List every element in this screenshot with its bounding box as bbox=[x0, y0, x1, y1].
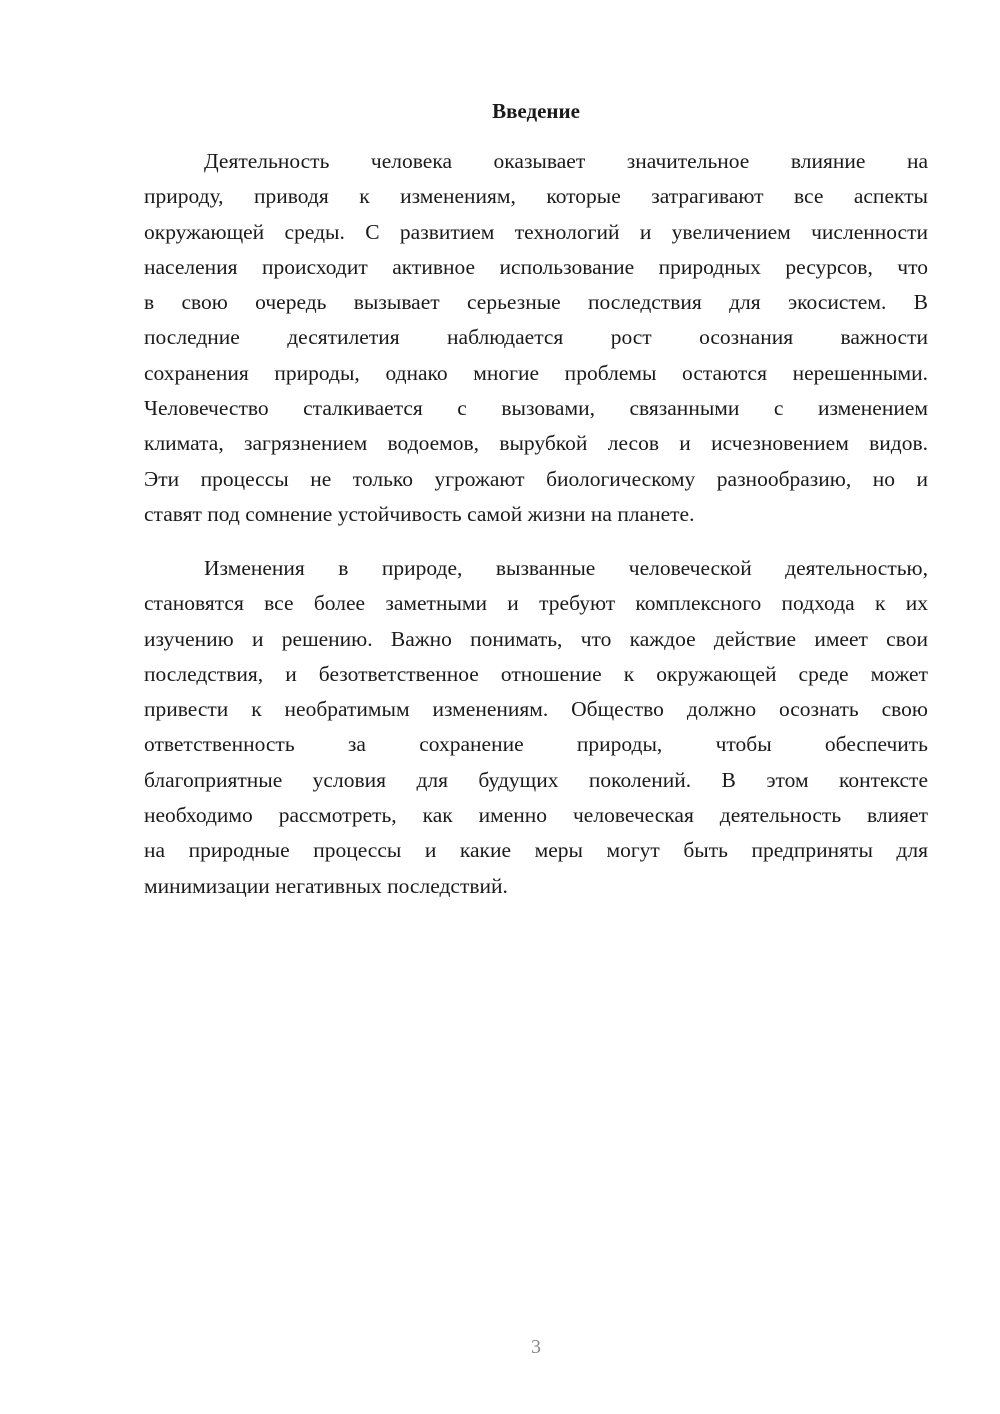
paragraph-line: ставят под сомнение устойчивость самой жизни на планете. bbox=[144, 501, 695, 526]
paragraph-line: Изменения в природе, вызванные человеческой деятельностью, bbox=[204, 556, 928, 580]
paragraph-line: становятся все более заметными и требуют комплексного подхода к их bbox=[144, 591, 928, 616]
paragraph-line: благоприятные условия для будущих поколений. В этом контексте bbox=[144, 767, 928, 792]
paragraph-line: окружающей среды. С развитием технологий и увеличением численности bbox=[144, 219, 928, 244]
paragraph bbox=[144, 551, 928, 904]
paragraph-line: Эти процессы не только угрожают биологическому разнообразию, но и bbox=[144, 466, 928, 491]
paragraph-line: привести к необратимым изменениям. Общество должно осознать свою bbox=[144, 697, 928, 722]
paragraph-line: минимизации негативных последствий. bbox=[144, 873, 508, 898]
paragraph-line: Деятельность человека оказывает значительное влияние на bbox=[204, 149, 928, 173]
paragraph-line: ответственность за сохранение природы, чтобы обеспечить bbox=[144, 732, 928, 757]
paragraph-line: населения происходит активное использование природных ресурсов, что bbox=[144, 254, 928, 279]
paragraph-line: последствия, и безответственное отношение к окружающей среде может bbox=[144, 661, 928, 686]
paragraph-line: на природные процессы и какие меры могут быть предприняты для bbox=[144, 838, 928, 863]
section-heading: Введение bbox=[492, 99, 580, 123]
paragraph-line: необходимо рассмотреть, как именно человеческая деятельность влияет bbox=[144, 803, 928, 828]
paragraph-line: климата, загрязнением водоемов, вырубкой лесов и исчезновением видов. bbox=[144, 431, 928, 456]
paragraph-line: изучению и решению. Важно понимать, что каждое действие имеет свои bbox=[144, 626, 928, 651]
paragraph bbox=[144, 144, 928, 532]
paragraph-line: природу, приводя к изменениям, которые затрагивают все аспекты bbox=[144, 184, 928, 209]
paragraph-line: последние десятилетия наблюдается рост осознания важности bbox=[144, 325, 928, 350]
page-number: 3 bbox=[531, 1336, 541, 1358]
paragraph-line: в свою очередь вызывает серьезные последствия для экосистем. В bbox=[144, 290, 928, 315]
paragraph-line: Человечество сталкивается с вызовами, связанными с изменением bbox=[144, 396, 928, 421]
paragraph-line: сохранения природы, однако многие проблемы остаются нерешенными. bbox=[144, 360, 928, 385]
